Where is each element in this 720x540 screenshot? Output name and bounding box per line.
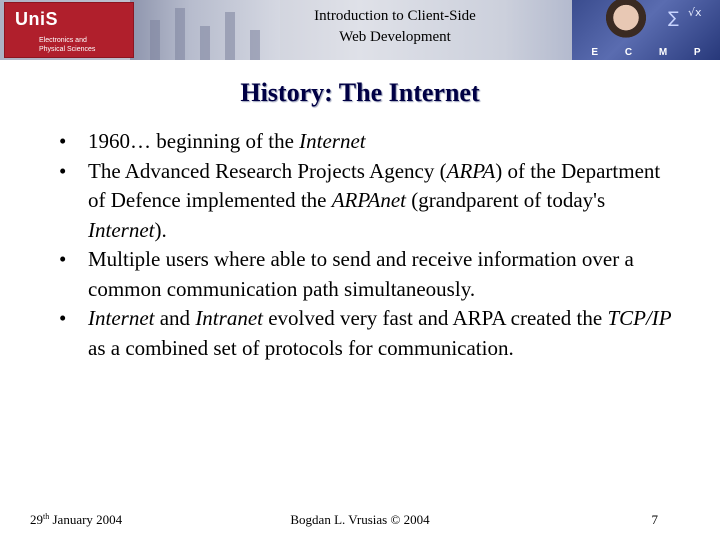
bullet-item bbox=[56, 127, 676, 157]
formula-icon: √x bbox=[688, 6, 702, 19]
ecmp-logo bbox=[572, 0, 720, 60]
course-title-line2: Web Development bbox=[339, 29, 451, 45]
bullet-text: TCP/IP bbox=[607, 306, 672, 330]
bullet-item bbox=[56, 304, 676, 363]
course-title bbox=[260, 6, 530, 48]
bullet-text: ). bbox=[154, 217, 167, 242]
logo-department: Electronics and Physical Sciences bbox=[39, 37, 96, 53]
bullet-text: Internet bbox=[88, 306, 155, 330]
unis-logo bbox=[4, 2, 134, 58]
bullet-text: ARPA bbox=[446, 158, 496, 183]
slide-title: History: The Internet bbox=[240, 78, 480, 107]
student-photo bbox=[606, 0, 646, 44]
building-photo bbox=[130, 0, 280, 60]
bullet-text: and bbox=[154, 306, 196, 330]
page-number: 7 bbox=[651, 512, 658, 527]
bullet-text: Intranet bbox=[195, 306, 263, 330]
bullet-text: (grandparent of today's bbox=[406, 188, 606, 212]
header-banner bbox=[0, 0, 720, 60]
course-title-line1: Introduction to Client-Side bbox=[314, 8, 476, 24]
footer-author: Bogdan L. Vrusias © 2004 bbox=[290, 512, 430, 527]
bullet-item bbox=[56, 245, 676, 304]
bullet-text: evolved very fast and ARPA created the bbox=[262, 306, 608, 330]
bullet-list bbox=[56, 127, 676, 363]
bullet-item bbox=[56, 157, 676, 246]
bullet-text: Multiple users where able to send and receive information over a common communication path simultaneously. bbox=[88, 247, 634, 301]
footer-date: 29th January 2004 bbox=[30, 512, 123, 527]
bullet-text: ) of the Department of Defence implemented the bbox=[88, 158, 661, 212]
bullet-marker: • bbox=[59, 129, 67, 153]
bullet-text: as a combined set of protocols for communication. bbox=[88, 335, 514, 360]
bullet-marker: • bbox=[59, 158, 67, 183]
bullet-text: Internet bbox=[299, 129, 366, 153]
ecmp-letters: E C M P bbox=[591, 46, 701, 58]
bullet-marker: • bbox=[59, 247, 67, 271]
bullet-text: Internet bbox=[88, 217, 155, 242]
bullet-text: 1960… beginning of the bbox=[88, 129, 300, 153]
sigma-icon: ∑ bbox=[668, 8, 679, 27]
bullet-text: The Advanced Research Projects Agency ( bbox=[88, 158, 447, 183]
logo-name: UniS bbox=[15, 9, 59, 29]
bullet-marker: • bbox=[59, 306, 67, 330]
bullet-text: ARPAnet bbox=[331, 188, 406, 212]
